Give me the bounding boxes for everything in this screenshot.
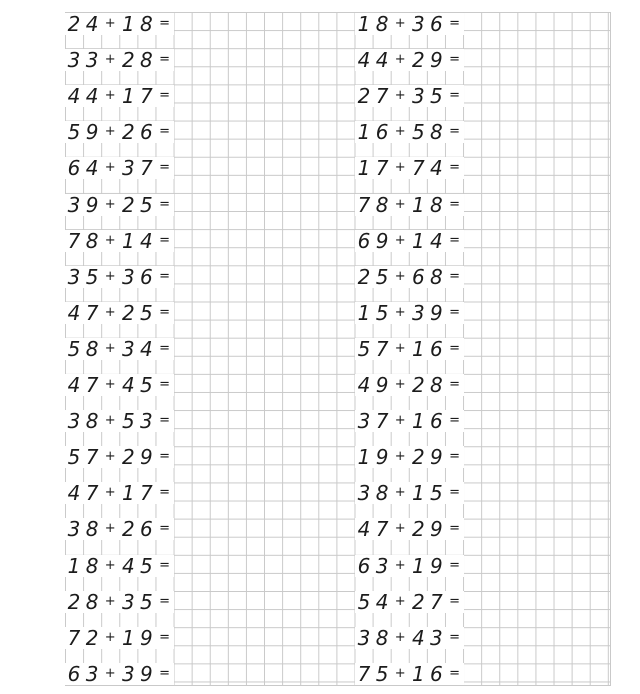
plus-sign: +: [391, 338, 409, 360]
first-addend-ones-digit: 9: [373, 374, 391, 396]
first-addend-ones-digit: 2: [83, 627, 101, 649]
equals-sign: =: [155, 482, 173, 504]
first-addend-ones-digit: 7: [83, 302, 101, 324]
plus-sign: +: [391, 230, 409, 252]
equals-sign: =: [445, 85, 463, 107]
first-addend-tens-digit: 4: [65, 374, 83, 396]
first-addend-ones-digit: 3: [83, 49, 101, 71]
equals-sign: =: [445, 194, 463, 216]
second-addend-ones-digit: 5: [137, 591, 155, 613]
plus-sign: +: [391, 482, 409, 504]
grid-paper-worksheet: [65, 12, 611, 686]
first-addend-tens-digit: 6: [355, 230, 373, 252]
second-addend-tens-digit: 1: [409, 663, 427, 685]
first-addend-ones-digit: 9: [83, 121, 101, 143]
plus-sign: +: [101, 555, 119, 577]
addition-problem: [355, 439, 464, 475]
second-addend-tens-digit: 1: [409, 338, 427, 360]
second-addend-tens-digit: 2: [409, 591, 427, 613]
equals-sign: =: [445, 555, 463, 577]
equals-sign: =: [445, 482, 463, 504]
equals-sign: =: [155, 663, 173, 685]
addition-problem: [65, 475, 174, 511]
first-addend-tens-digit: 1: [355, 157, 373, 179]
addition-problem: [355, 475, 464, 511]
addition-problem: [65, 584, 174, 620]
equals-sign: =: [155, 446, 173, 468]
second-addend-ones-digit: 6: [427, 663, 445, 685]
first-addend-tens-digit: 3: [65, 266, 83, 288]
second-addend-tens-digit: 6: [409, 266, 427, 288]
second-addend-tens-digit: 2: [119, 446, 137, 468]
first-addend-tens-digit: 3: [65, 49, 83, 71]
addition-problem: [355, 331, 464, 367]
second-addend-tens-digit: 1: [119, 482, 137, 504]
plus-sign: +: [101, 157, 119, 179]
first-addend-ones-digit: 3: [83, 663, 101, 685]
first-addend-tens-digit: 4: [355, 518, 373, 540]
second-addend-tens-digit: 7: [409, 157, 427, 179]
first-addend-tens-digit: 5: [355, 338, 373, 360]
first-addend-tens-digit: 5: [65, 121, 83, 143]
equals-sign: =: [445, 410, 463, 432]
addition-problem: [355, 548, 464, 584]
second-addend-ones-digit: 3: [427, 627, 445, 649]
second-addend-ones-digit: 5: [427, 85, 445, 107]
first-addend-ones-digit: 4: [373, 591, 391, 613]
equals-sign: =: [155, 194, 173, 216]
addition-problem: [355, 584, 464, 620]
addition-problem: [355, 656, 464, 692]
equals-sign: =: [445, 121, 463, 143]
first-addend-ones-digit: 7: [373, 518, 391, 540]
addition-problem: [65, 656, 174, 692]
addition-problem: [355, 403, 464, 439]
first-addend-tens-digit: 7: [65, 230, 83, 252]
addition-problem: [65, 511, 174, 547]
first-addend-ones-digit: 8: [83, 230, 101, 252]
second-addend-tens-digit: 2: [119, 302, 137, 324]
first-addend-ones-digit: 7: [373, 157, 391, 179]
first-addend-tens-digit: 1: [355, 302, 373, 324]
first-addend-ones-digit: 4: [83, 157, 101, 179]
equals-sign: =: [155, 338, 173, 360]
second-addend-ones-digit: 9: [137, 446, 155, 468]
equals-sign: =: [445, 591, 463, 613]
second-addend-tens-digit: 2: [119, 518, 137, 540]
equals-sign: =: [445, 157, 463, 179]
addition-problem: [65, 114, 174, 150]
second-addend-ones-digit: 7: [137, 482, 155, 504]
plus-sign: +: [391, 374, 409, 396]
equals-sign: =: [445, 338, 463, 360]
plus-sign: +: [391, 555, 409, 577]
plus-sign: +: [391, 49, 409, 71]
first-addend-ones-digit: 7: [373, 338, 391, 360]
second-addend-tens-digit: 5: [409, 121, 427, 143]
addition-problem: [355, 78, 464, 114]
second-addend-tens-digit: 3: [119, 663, 137, 685]
equals-sign: =: [445, 446, 463, 468]
first-addend-ones-digit: 5: [83, 266, 101, 288]
addition-problem: [355, 150, 464, 186]
second-addend-ones-digit: 7: [137, 157, 155, 179]
plus-sign: +: [101, 518, 119, 540]
second-addend-ones-digit: 8: [137, 49, 155, 71]
addition-problem: [355, 511, 464, 547]
addition-problem: [65, 548, 174, 584]
first-addend-ones-digit: 7: [83, 446, 101, 468]
equals-sign: =: [445, 266, 463, 288]
second-addend-tens-digit: 2: [119, 49, 137, 71]
second-addend-tens-digit: 2: [119, 194, 137, 216]
plus-sign: +: [101, 85, 119, 107]
second-addend-tens-digit: 2: [409, 49, 427, 71]
equals-sign: =: [445, 663, 463, 685]
addition-problem: [65, 6, 174, 42]
addition-problem: [355, 6, 464, 42]
second-addend-ones-digit: 8: [427, 266, 445, 288]
first-addend-tens-digit: 3: [65, 194, 83, 216]
plus-sign: +: [101, 121, 119, 143]
addition-problem: [65, 439, 174, 475]
first-addend-tens-digit: 3: [355, 627, 373, 649]
plus-sign: +: [101, 446, 119, 468]
second-addend-ones-digit: 5: [427, 482, 445, 504]
first-addend-ones-digit: 3: [373, 555, 391, 577]
first-addend-ones-digit: 8: [83, 338, 101, 360]
first-addend-ones-digit: 7: [373, 410, 391, 432]
second-addend-ones-digit: 9: [427, 555, 445, 577]
first-addend-ones-digit: 4: [83, 13, 101, 35]
addition-problem: [65, 403, 174, 439]
plus-sign: +: [391, 85, 409, 107]
second-addend-ones-digit: 4: [137, 338, 155, 360]
second-addend-ones-digit: 6: [137, 518, 155, 540]
equals-sign: =: [155, 518, 173, 540]
second-addend-tens-digit: 3: [119, 266, 137, 288]
second-addend-tens-digit: 1: [409, 230, 427, 252]
second-addend-tens-digit: 1: [119, 230, 137, 252]
second-addend-ones-digit: 4: [137, 230, 155, 252]
second-addend-ones-digit: 5: [137, 302, 155, 324]
first-addend-tens-digit: 4: [355, 49, 373, 71]
first-addend-tens-digit: 6: [65, 663, 83, 685]
plus-sign: +: [101, 663, 119, 685]
second-addend-ones-digit: 9: [427, 446, 445, 468]
second-addend-tens-digit: 5: [119, 410, 137, 432]
plus-sign: +: [391, 302, 409, 324]
second-addend-tens-digit: 2: [409, 374, 427, 396]
plus-sign: +: [101, 13, 119, 35]
second-addend-tens-digit: 4: [119, 555, 137, 577]
plus-sign: +: [391, 194, 409, 216]
second-addend-ones-digit: 6: [137, 121, 155, 143]
equals-sign: =: [445, 518, 463, 540]
second-addend-ones-digit: 3: [137, 410, 155, 432]
first-addend-tens-digit: 1: [65, 555, 83, 577]
first-addend-tens-digit: 1: [355, 121, 373, 143]
equals-sign: =: [155, 85, 173, 107]
addition-problem: [65, 331, 174, 367]
first-addend-tens-digit: 2: [65, 13, 83, 35]
first-addend-tens-digit: 1: [355, 446, 373, 468]
plus-sign: +: [391, 121, 409, 143]
equals-sign: =: [155, 591, 173, 613]
second-addend-ones-digit: 9: [427, 302, 445, 324]
first-addend-tens-digit: 3: [355, 410, 373, 432]
plus-sign: +: [101, 627, 119, 649]
second-addend-ones-digit: 4: [427, 157, 445, 179]
first-addend-ones-digit: 5: [373, 266, 391, 288]
second-addend-tens-digit: 1: [409, 410, 427, 432]
addition-problem: [65, 78, 174, 114]
first-addend-tens-digit: 6: [355, 555, 373, 577]
first-addend-tens-digit: 4: [65, 302, 83, 324]
first-addend-tens-digit: 7: [355, 194, 373, 216]
equals-sign: =: [155, 13, 173, 35]
addition-problem: [65, 223, 174, 259]
second-addend-tens-digit: 3: [409, 13, 427, 35]
equals-sign: =: [445, 49, 463, 71]
first-addend-tens-digit: 7: [65, 627, 83, 649]
addition-problem: [355, 367, 464, 403]
first-addend-ones-digit: 7: [83, 482, 101, 504]
plus-sign: +: [391, 627, 409, 649]
first-addend-ones-digit: 4: [83, 85, 101, 107]
second-addend-tens-digit: 1: [119, 13, 137, 35]
equals-sign: =: [445, 374, 463, 396]
equals-sign: =: [155, 266, 173, 288]
plus-sign: +: [101, 302, 119, 324]
second-addend-ones-digit: 7: [427, 591, 445, 613]
second-addend-ones-digit: 8: [427, 194, 445, 216]
first-addend-ones-digit: 6: [373, 121, 391, 143]
plus-sign: +: [391, 266, 409, 288]
addition-problem: [65, 259, 174, 295]
first-addend-tens-digit: 4: [65, 85, 83, 107]
addition-problem: [355, 114, 464, 150]
plus-sign: +: [391, 446, 409, 468]
addition-problem: [355, 259, 464, 295]
addition-problem: [355, 187, 464, 223]
addition-problem: [65, 42, 174, 78]
second-addend-ones-digit: 9: [137, 663, 155, 685]
second-addend-ones-digit: 9: [137, 627, 155, 649]
second-addend-ones-digit: 5: [137, 555, 155, 577]
equals-sign: =: [445, 13, 463, 35]
plus-sign: +: [101, 338, 119, 360]
first-addend-ones-digit: 8: [373, 627, 391, 649]
plus-sign: +: [391, 518, 409, 540]
first-addend-tens-digit: 2: [355, 85, 373, 107]
plus-sign: +: [391, 663, 409, 685]
first-addend-ones-digit: 7: [373, 85, 391, 107]
plus-sign: +: [101, 374, 119, 396]
equals-sign: =: [155, 230, 173, 252]
second-addend-tens-digit: 2: [119, 121, 137, 143]
second-addend-tens-digit: 2: [409, 518, 427, 540]
equals-sign: =: [155, 302, 173, 324]
first-addend-tens-digit: 1: [355, 13, 373, 35]
first-addend-tens-digit: 5: [355, 591, 373, 613]
plus-sign: +: [101, 482, 119, 504]
first-addend-ones-digit: 8: [83, 591, 101, 613]
plus-sign: +: [101, 591, 119, 613]
addition-problem: [355, 223, 464, 259]
plus-sign: +: [391, 157, 409, 179]
first-addend-ones-digit: 8: [83, 555, 101, 577]
second-addend-ones-digit: 9: [427, 518, 445, 540]
second-addend-tens-digit: 3: [119, 591, 137, 613]
second-addend-tens-digit: 2: [409, 446, 427, 468]
first-addend-tens-digit: 3: [355, 482, 373, 504]
addition-problem: [355, 620, 464, 656]
second-addend-tens-digit: 3: [119, 338, 137, 360]
first-addend-tens-digit: 7: [355, 663, 373, 685]
first-addend-ones-digit: 9: [373, 230, 391, 252]
second-addend-tens-digit: 4: [409, 627, 427, 649]
second-addend-tens-digit: 1: [409, 482, 427, 504]
first-addend-ones-digit: 9: [373, 446, 391, 468]
plus-sign: +: [391, 13, 409, 35]
second-addend-ones-digit: 6: [427, 13, 445, 35]
equals-sign: =: [155, 410, 173, 432]
addition-problem: [65, 187, 174, 223]
plus-sign: +: [101, 194, 119, 216]
plus-sign: +: [101, 49, 119, 71]
first-addend-ones-digit: 8: [83, 410, 101, 432]
second-addend-ones-digit: 8: [427, 121, 445, 143]
equals-sign: =: [155, 555, 173, 577]
equals-sign: =: [155, 374, 173, 396]
second-addend-ones-digit: 7: [137, 85, 155, 107]
plus-sign: +: [391, 410, 409, 432]
second-addend-tens-digit: 3: [409, 302, 427, 324]
second-addend-ones-digit: 9: [427, 49, 445, 71]
first-addend-tens-digit: 4: [355, 374, 373, 396]
first-addend-ones-digit: 8: [373, 482, 391, 504]
addition-problem: [355, 42, 464, 78]
second-addend-tens-digit: 4: [119, 374, 137, 396]
first-addend-tens-digit: 2: [355, 266, 373, 288]
first-addend-ones-digit: 4: [373, 49, 391, 71]
addition-problem: [65, 150, 174, 186]
first-addend-ones-digit: 5: [373, 663, 391, 685]
second-addend-ones-digit: 8: [137, 13, 155, 35]
second-addend-tens-digit: 1: [119, 85, 137, 107]
second-addend-tens-digit: 3: [409, 85, 427, 107]
first-addend-ones-digit: 7: [83, 374, 101, 396]
second-addend-ones-digit: 4: [427, 230, 445, 252]
plus-sign: +: [101, 266, 119, 288]
second-addend-tens-digit: 1: [119, 627, 137, 649]
addition-problem: [355, 295, 464, 331]
second-addend-ones-digit: 5: [137, 374, 155, 396]
equals-sign: =: [445, 302, 463, 324]
addition-problem: [65, 295, 174, 331]
second-addend-ones-digit: 6: [427, 410, 445, 432]
second-addend-ones-digit: 5: [137, 194, 155, 216]
second-addend-tens-digit: 3: [119, 157, 137, 179]
first-addend-tens-digit: 3: [65, 518, 83, 540]
equals-sign: =: [155, 121, 173, 143]
second-addend-ones-digit: 6: [137, 266, 155, 288]
first-addend-tens-digit: 6: [65, 157, 83, 179]
equals-sign: =: [155, 49, 173, 71]
second-addend-ones-digit: 8: [427, 374, 445, 396]
first-addend-ones-digit: 9: [83, 194, 101, 216]
second-addend-tens-digit: 1: [409, 194, 427, 216]
first-addend-ones-digit: 5: [373, 302, 391, 324]
first-addend-ones-digit: 8: [373, 194, 391, 216]
second-addend-tens-digit: 1: [409, 555, 427, 577]
second-addend-ones-digit: 6: [427, 338, 445, 360]
addition-problem: [65, 367, 174, 403]
plus-sign: +: [391, 591, 409, 613]
equals-sign: =: [445, 627, 463, 649]
first-addend-tens-digit: 5: [65, 446, 83, 468]
first-addend-tens-digit: 4: [65, 482, 83, 504]
plus-sign: +: [101, 410, 119, 432]
equals-sign: =: [155, 627, 173, 649]
first-addend-ones-digit: 8: [373, 13, 391, 35]
addition-problem: [65, 620, 174, 656]
first-addend-tens-digit: 3: [65, 410, 83, 432]
plus-sign: +: [101, 230, 119, 252]
first-addend-tens-digit: 2: [65, 591, 83, 613]
equals-sign: =: [445, 230, 463, 252]
equals-sign: =: [155, 157, 173, 179]
first-addend-ones-digit: 8: [83, 518, 101, 540]
first-addend-tens-digit: 5: [65, 338, 83, 360]
